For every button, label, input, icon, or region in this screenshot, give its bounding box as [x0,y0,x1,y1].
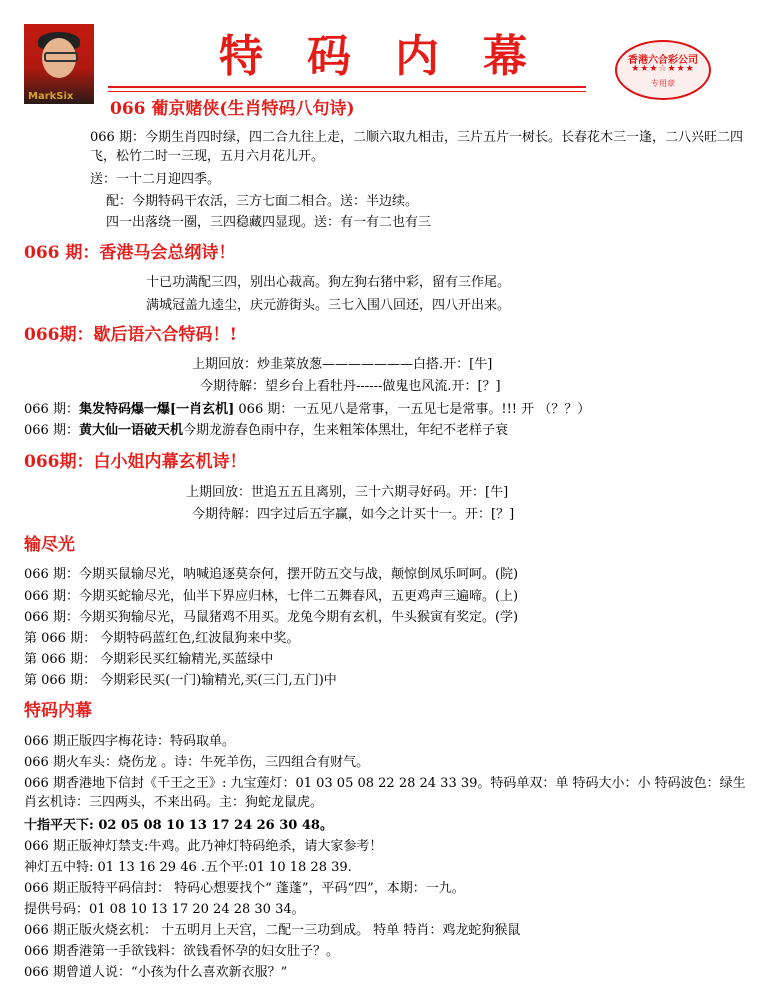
section-heading-proverb: 066期：歇后语六合特码！! [24,325,237,345]
proverb-this-period: 今期待解：望乡台上看牡丹------做鬼也风流.开：[？] [200,379,501,394]
inside-line: 066 期正版神灯禁支:牛鸡。此乃神灯特码绝杀，请大家参考！ [24,839,383,854]
seal-stars: ★★★☆★★★ [631,64,695,74]
jockey-poem-line-2: 满城冠盖九逵尘，庆元游街头。三七入围八回还，四八开出来。 [146,298,511,313]
mystic-line-2 [24,421,508,440]
proverb-last-period: 上期回放：炒韭菜放葱———————白搭.开：[牛] [192,357,493,372]
lose-all-line: 第 066 期： 今期特码蓝红色,红波鼠狗来中奖。 [24,631,300,646]
mystic-line-2-prefix: 066 期： [24,423,79,438]
mystic-line-2-text: 今期龙游春色雨中存，生来粗笨体黑壮，年纪不老样子衰 [182,423,508,438]
section-heading-lose-all: 输尽光 [24,535,75,555]
seal-text-top: 香港六合彩公司 [628,55,698,66]
section-heading-miss-bai: 066期：白小姐内幕玄机诗！ [24,452,247,472]
lose-all-line: 066 期：今期买蛇输尽光，仙半下界应归林，七伴二五舞春风，五更鸡声三遍啼。(上) [24,589,519,604]
lose-all-line: 第 066 期： 今期彩民买(一门)输精光,买(三门,五门)中 [24,673,337,688]
title-underline-thin [108,91,586,92]
inside-line: 十指平天下: 02 05 08 10 13 17 24 26 30 48。 [24,818,333,833]
mystic-line-2-title: 黄大仙一语破天机 [78,423,183,438]
inside-line: 066 期正版火烧玄机： 十五明月上天宫，二配一三功到成。 特单 特肖：鸡龙蛇狗猴鼠 [24,923,521,938]
inside-line: 提供号码：01 08 10 13 17 20 24 28 30 34。 [24,902,305,917]
inside-line: 066 期香港第一手欲钱料：欲钱看怀孕的妇女肚子？。 [24,944,339,959]
section-heading-eight-line-poem: 066 葡京赌侠(生肖特码八句诗) [110,99,355,119]
poem-extra-line: 四一出落绕一圈，三四稳藏四显现。送：有一有二也有三 [106,215,432,230]
section-heading-jockey-club: 066 期：香港马会总纲诗！ [24,243,236,263]
inside-line: 066 期正版四字梅花诗：特码取单。 [24,734,235,749]
mystic-line-1-prefix: 066 期： [24,402,79,417]
miss-bai-last-period: 上期回放：世追五五且离别，三十六期寻好码。开：[牛] [186,485,509,500]
miss-bai-this-period: 今期待解：四字过后五字赢，如今之计买十一。开：[？] [192,507,515,522]
portrait-photo [24,24,94,104]
jockey-poem-line-1: 十已功满配三四，别出心裁高。狗左狗右猪中彩，留有三作尾。 [146,275,511,290]
mystic-line-1-title: 集发特码爆一爆[一肖玄机] [78,402,235,417]
seal-text-bottom: 专用章 [651,79,675,88]
photo-caption: MarkSix [28,91,74,102]
page-title: 特码内幕 [219,31,571,82]
glasses-shape [44,52,78,62]
section-heading-inside-story: 特码内幕 [24,701,92,721]
inside-line: 066 期正版特平码信封： 特码心想要找个“ 蓬蓬”，平码“四”，本期：一九。 [24,881,465,896]
title-underline [108,86,586,88]
inside-line: 神灯五中特: 01 13 16 29 46 .五个平:01 10 18 28 39. [24,860,352,875]
lose-all-line: 066 期：今期买狗输尽光，马鼠猪鸡不用买。龙兔今期有玄机，牛头猴寅有奖定。(学) [24,610,519,625]
poem-bonus: 送：一十二月迎四季。 [90,172,221,187]
poem-body: 066 期：今期生肖四时绿，四二合九往上走，二顺六取九相击，三片五片一树长。长春花木三一逢，二八兴旺二四飞，松竹二时一三现，五月六月花儿开。 [90,130,743,164]
lose-all-line: 第 066 期： 今期彩民买红输精光,买蓝绿中 [24,652,274,667]
inside-line: 066 期曾道人说：“小孩为什么喜欢新衣服？” [24,965,288,980]
mystic-line-1 [24,400,590,419]
mystic-line-1-text: 066 期：一五见八是常事，一五见七是常事。!!! 开 （？？） [234,402,591,417]
inside-line: 066 期香港地下信封《千王之王》: 九宝莲灯：01 03 05 08 22 28 24 33 39。特码单双：单 特码大小：小 特码波色：绿生肖玄机诗：三四两头，不来出码。主：狗蛇龙鼠虎。 [24,776,746,810]
poem-match-line: 配：今期特码干农活，三方七面二相合。送：半边续。 [106,194,419,209]
official-seal [615,40,711,100]
lose-all-line: 066 期：今期买鼠输尽光，呐喊追逐莫奈何，摆开防五交与战，颠惊倒凤乐呵呵。(院) [24,567,519,582]
inside-line: 066 期火车头：烧伤龙 。诗：牛死羊伤，三四组合有财气。 [24,755,370,770]
